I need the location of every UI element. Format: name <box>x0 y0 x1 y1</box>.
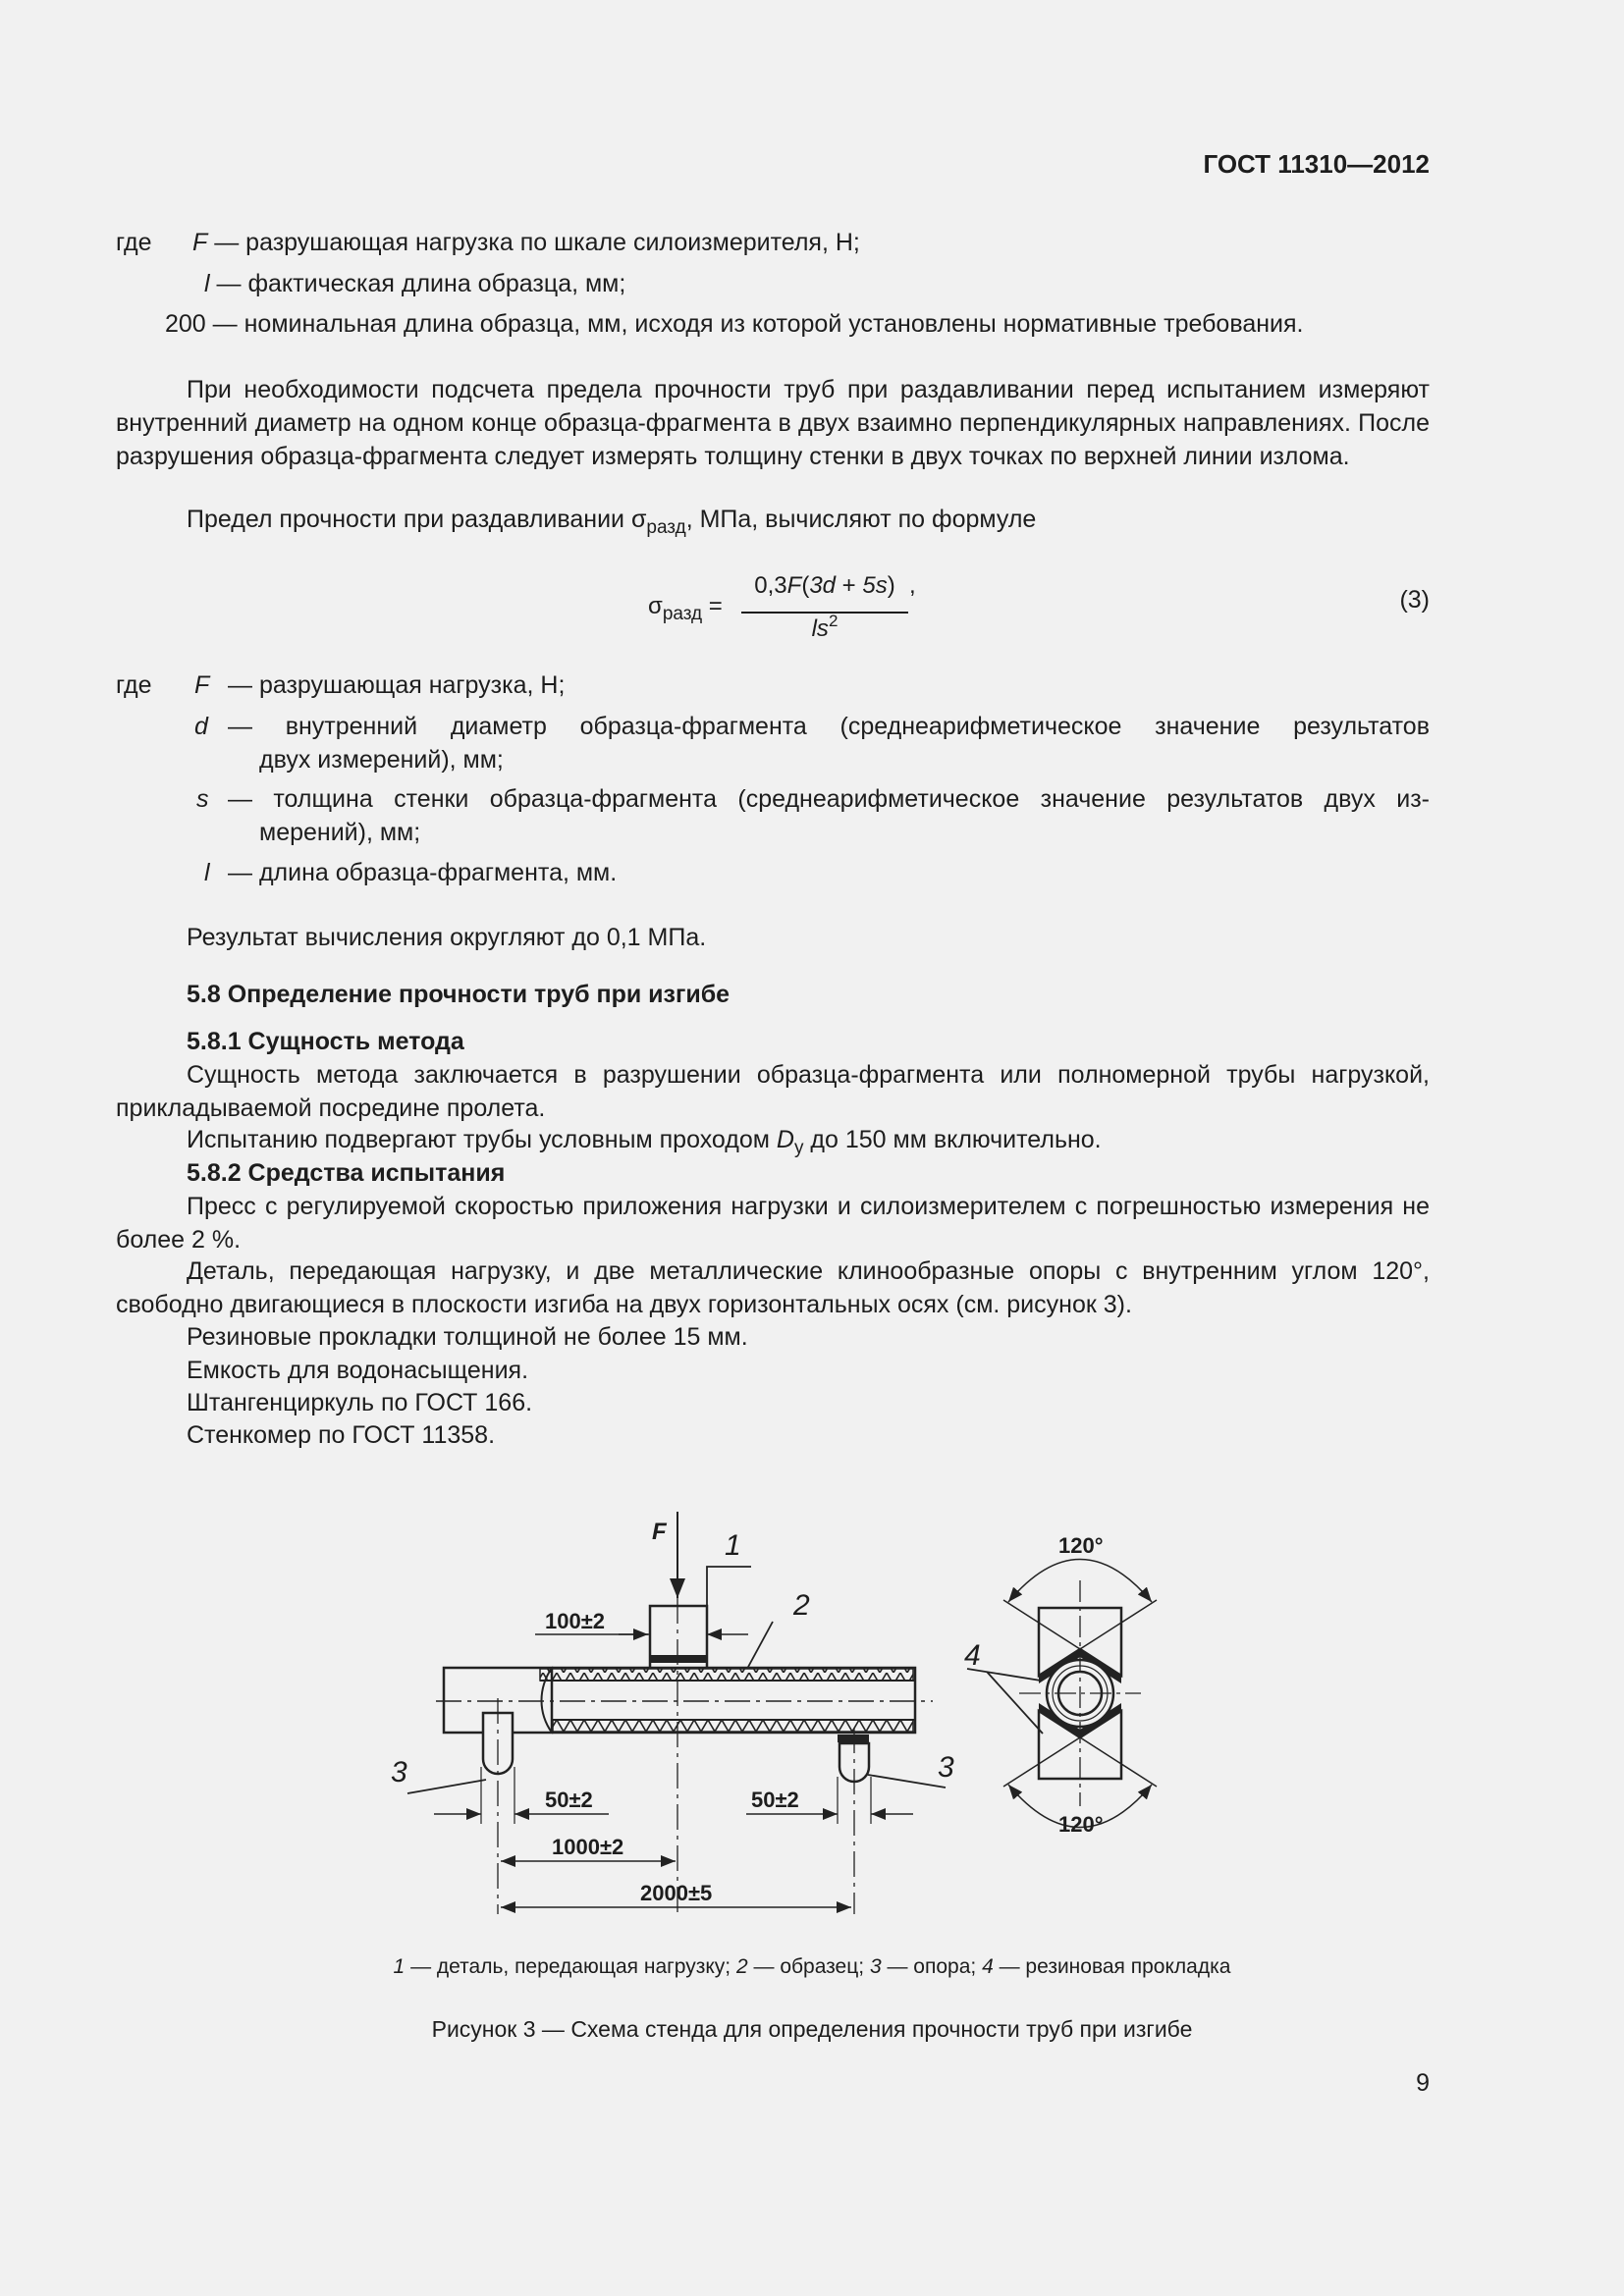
paragraph: Деталь, передающая нагрузку, и две металлические клинообразные опоры с внутренним углом 120°, свободно двигающиеся в плоскости изгиба на двух горизонтальных осях (см. рисунок 3). <box>116 1257 1430 1318</box>
definition-symbol: 200 <box>165 310 206 338</box>
definition-text: — номинальная длина образца, мм, исходя из которой установлены нормативные требования. <box>212 310 1304 338</box>
where-label: где <box>116 229 152 256</box>
pipe-wall-bottom <box>553 1720 913 1732</box>
paragraph: Емкость для водонасыщения. <box>187 1357 529 1384</box>
definition-text-cont: двух измерений), мм; <box>259 746 504 774</box>
definition-symbol: F <box>194 671 210 699</box>
dim-1000: 1000±2 <box>552 1835 624 1859</box>
paragraph: Резиновые прокладки толщиной не более 15 мм. <box>187 1323 748 1351</box>
formula-number: (3) <box>1399 586 1430 614</box>
where-label: где <box>116 671 152 699</box>
definition-text: — толщина стенки образца-фрагмента (среднеарифметическое значение результатов двух из- <box>228 785 1430 813</box>
paragraph: Предел прочности при раздавливании $\sigma_{разд}$, МПа, вычисляют по формуле <box>187 506 1037 538</box>
paragraph: При необходимости подсчета предела прочности труб при раздавливании перед испытанием измеряют внутренний диаметр на одном конце образца-фрагмента в двух взаимно перпендикулярных направлениях. После разрушения образца-фрагмента следует измерять толщину стенки в двух точках по верхней линии излома. <box>116 376 1430 470</box>
force-label: F <box>652 1519 667 1545</box>
callout-3-left: 3 <box>391 1756 407 1789</box>
dim-50-left: 50±2 <box>545 1788 593 1812</box>
definition-symbol: s <box>196 785 209 813</box>
side-view <box>407 1512 946 1914</box>
angle-label-top: 120° <box>1058 1533 1104 1558</box>
end-view <box>967 1560 1157 1828</box>
definition-text: — фактическая длина образца, мм; <box>216 270 626 297</box>
definition-text: — разрушающая нагрузка, Н; <box>228 671 566 699</box>
callout-4: 4 <box>964 1639 981 1672</box>
section-heading-5-8-2: 5.8.2 Средства испытания <box>187 1159 506 1187</box>
document-code-header: ГОСТ 11310—2012 <box>1203 149 1430 179</box>
callout-2: 2 <box>793 1589 810 1622</box>
paragraph: Результат вычисления округляют до 0,1 МПа. <box>187 924 707 951</box>
pipe-wall-top <box>540 1669 913 1681</box>
figure-title: Рисунок 3 — Схема стенда для определения прочности труб при изгибе <box>431 2016 1193 2042</box>
formula-numerator: 0,3F(3d + 5s) <box>754 572 895 599</box>
dim-100: 100±2 <box>545 1609 606 1633</box>
side-view-labels <box>391 1519 954 1905</box>
formula-comma: , <box>909 572 916 599</box>
definition-text-cont: мерений), мм; <box>259 819 421 846</box>
callout-3-right: 3 <box>938 1751 954 1784</box>
paragraph: Стенкомер по ГОСТ 11358. <box>187 1421 496 1449</box>
paragraph: Пресс с регулируемой скоростью приложения нагрузки и силоизмерителем с погрешностью измерения не более 2 %. <box>116 1193 1430 1254</box>
definition-text: — внутренний диаметр образца-фрагмента (среднеарифметическое значение результатов <box>228 713 1430 740</box>
callout-1: 1 <box>725 1529 741 1562</box>
paragraph: Сущность метода заключается в разрушении образца-фрагмента или полномерной трубы нагрузкой, прикладываемой посредине пролета. <box>116 1061 1430 1122</box>
paragraph: Испытанию подвергают трубы условным проходом $D_у$ до 150 мм включительно. <box>187 1126 1102 1158</box>
definition-symbol: F <box>192 229 208 256</box>
definition-symbol: l <box>204 270 210 297</box>
section-heading-5-8: 5.8 Определение прочности труб при изгибе <box>187 981 731 1008</box>
paragraph: Штангенциркуль по ГОСТ 166. <box>187 1389 533 1416</box>
section-heading-5-8-1: 5.8.1 Сущность метода <box>187 1028 464 1055</box>
definition-symbol: l <box>204 859 210 886</box>
angle-label-bottom: 120° <box>1058 1812 1104 1837</box>
definition-text: — разрушающая нагрузка по шкале силоизмерителя, Н; <box>214 229 860 256</box>
definition-symbol: d <box>194 713 208 740</box>
dim-50-right: 50±2 <box>751 1788 799 1812</box>
formula-lhs: $\sigma_{разд}$ = <box>648 593 723 624</box>
figure-legend: 1 — деталь, передающая нагрузку; 2 — образец; 3 — опора; 4 — резиновая прокладка <box>393 1955 1231 1978</box>
page-number: 9 <box>1416 2069 1430 2097</box>
formula-denominator: $ls^2$ <box>811 612 839 642</box>
definition-text: — длина образца-фрагмента, мм. <box>228 859 618 886</box>
dim-2000: 2000±5 <box>640 1881 713 1905</box>
